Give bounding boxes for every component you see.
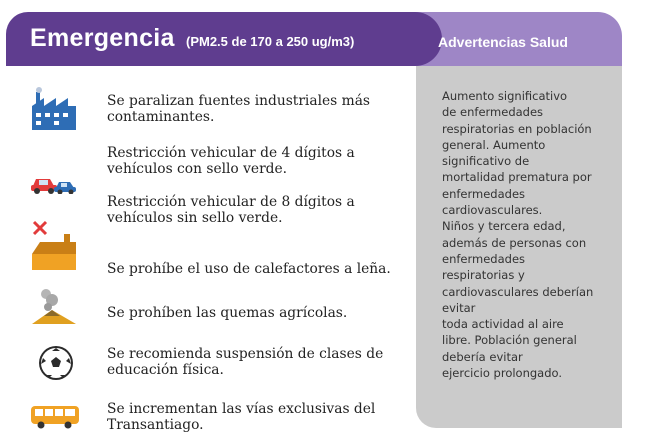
measure-restriction-8-digits: Restricción vehicular de 8 dígitos a vehículos sin sello verde. <box>107 194 355 226</box>
emergency-title: Emergencia <box>30 24 175 52</box>
no-firewood-house-icon <box>30 218 78 258</box>
factory-icon <box>30 86 78 126</box>
advisory-text: Aumento significativo de enfermedades respiratorias en población general. Aumento significativo de mortalidad prematura por enfermedades cardiovasculares. Niños y tercera edad, además de personas con enfermedades respiratorias y cardiovasculares deberían evitar toda actividad al aire libre. Población general debería evitar ejercicio prolongado. <box>442 89 594 381</box>
measure-bus-lanes: Se incrementan las vías exclusivas del Transantiago. <box>107 401 376 433</box>
pm-range-subtitle: (PM2.5 de 170 a 250 ug/m3) <box>186 34 355 49</box>
measure-restriction-4-digits: Restricción vehicular de 4 dígitos a vehículos con sello verde. <box>107 145 355 177</box>
measure-agricultural-burning: Se prohíben las quemas agrícolas. <box>107 305 348 321</box>
measure-firewood-ban: Se prohíbe el uso de calefactores a leña. <box>107 261 391 277</box>
cars-icon <box>30 168 78 208</box>
burning-smoke-icon <box>30 286 78 326</box>
bus-icon <box>30 404 78 444</box>
soccer-ball-icon <box>30 344 78 384</box>
advisory-title: Advertencias Salud <box>438 34 568 50</box>
measure-physical-education: Se recomienda suspensión de clases de educación física. <box>107 346 384 378</box>
header-divider <box>378 12 442 66</box>
measure-industrial: Se paralizan fuentes industriales más contaminantes. <box>107 93 370 125</box>
